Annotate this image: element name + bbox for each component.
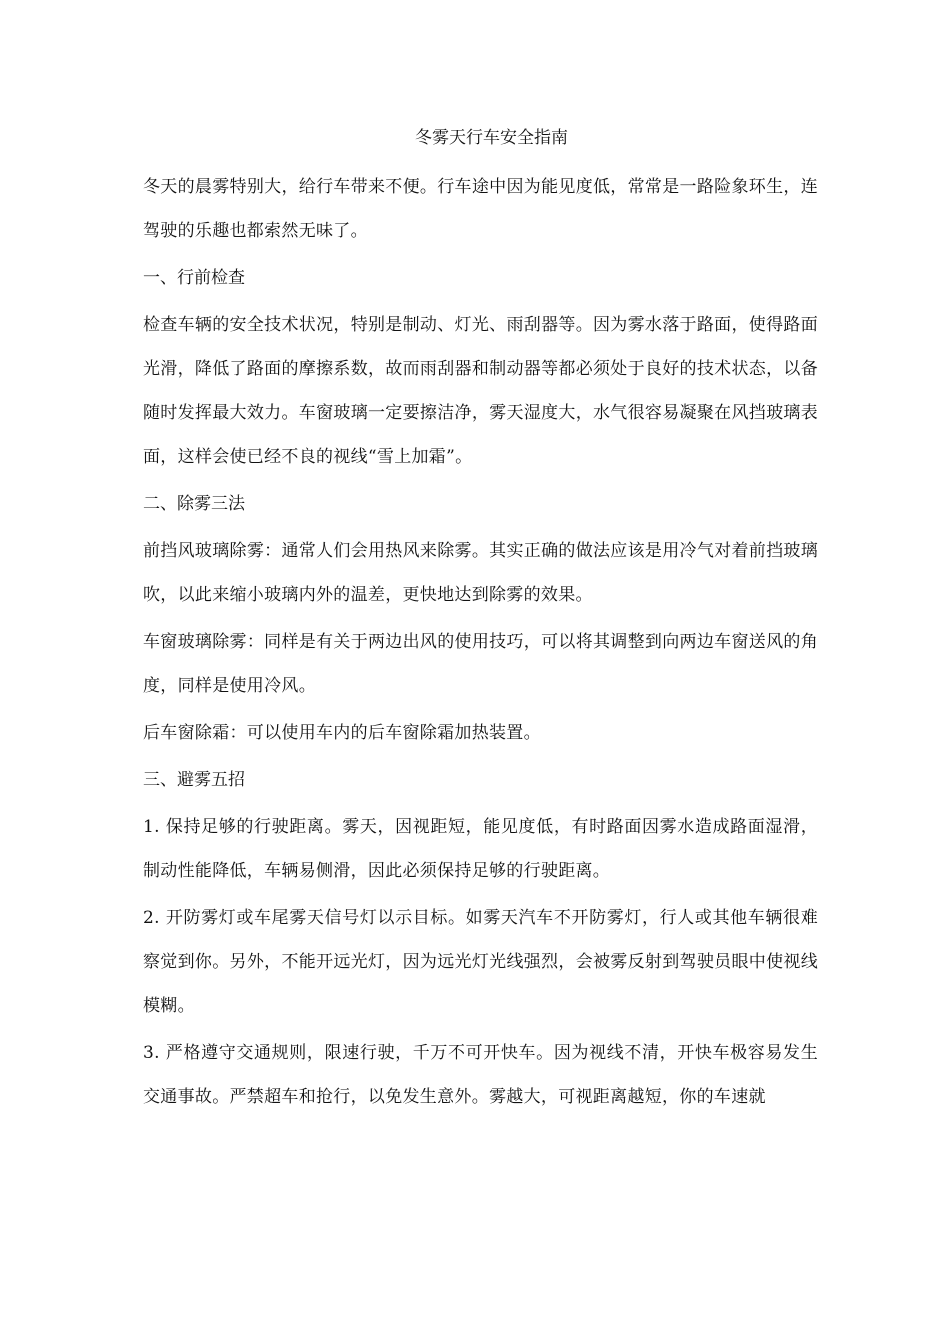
document-body [143,123,818,1122]
list-item: 后车窗除霜：可以使用车内的后车窗除霜加热装置。 [143,723,541,743]
list-item: 1. 保持足够的行驶距离。雾天，因视距短，能见度低，有时路面因雾水造成路面湿滑，制动性能降低，车辆易侧滑，因此必须保持足够的行驶距离。 [143,817,818,881]
section-heading-defog-methods: 二、除雾三法 [143,494,245,514]
section-heading-fog-tips: 三、避雾五招 [143,770,245,790]
list-item: 车窗玻璃除雾：同样是有关于两边出风的使用技巧，可以将其调整到向两边车窗送风的角度，同样是使用冷风。 [143,632,818,696]
section-body-pre-trip-check: 检查车辆的安全技术状况，特别是制动、灯光、雨刮器等。因为雾水落于路面，使得路面光滑，降低了路面的摩擦系数，故而雨刮器和制动器等都必须处于良好的技术状态，以备随时发挥最大效力。车窗玻璃一定要擦洁净，雾天湿度大，水气很容易凝聚在风挡玻璃表面，这样会使已经不良的视线“雪上加霜”。 [143,315,818,467]
list-item: 3. 严格遵守交通规则，限速行驶，千万不可开快车。因为视线不清，开快车极容易发生交通事故。严禁超车和抢行，以免发生意外。雾越大，可视距离越短，你的车速就 [143,1043,818,1107]
intro-paragraph: 冬天的晨雾特别大，给行车带来不便。行车途中因为能见度低，常常是一路险象环生，连驾驶的乐趣也都索然无味了。 [143,177,818,241]
list-item: 前挡风玻璃除雾：通常人们会用热风来除雾。其实正确的做法应该是用冷气对着前挡玻璃吹，以此来缩小玻璃内外的温差，更快地达到除雾的效果。 [143,541,818,605]
list-item: 2. 开防雾灯或车尾雾天信号灯以示目标。如雾天汽车不开防雾灯，行人或其他车辆很难察觉到你。另外，不能开远光灯，因为远光灯光线强烈，会被雾反射到驾驶员眼中使视线模糊。 [143,908,818,1016]
section-heading-pre-trip-check: 一、行前检查 [143,268,245,288]
document-title: 冬雾天行车安全指南 [415,128,568,148]
